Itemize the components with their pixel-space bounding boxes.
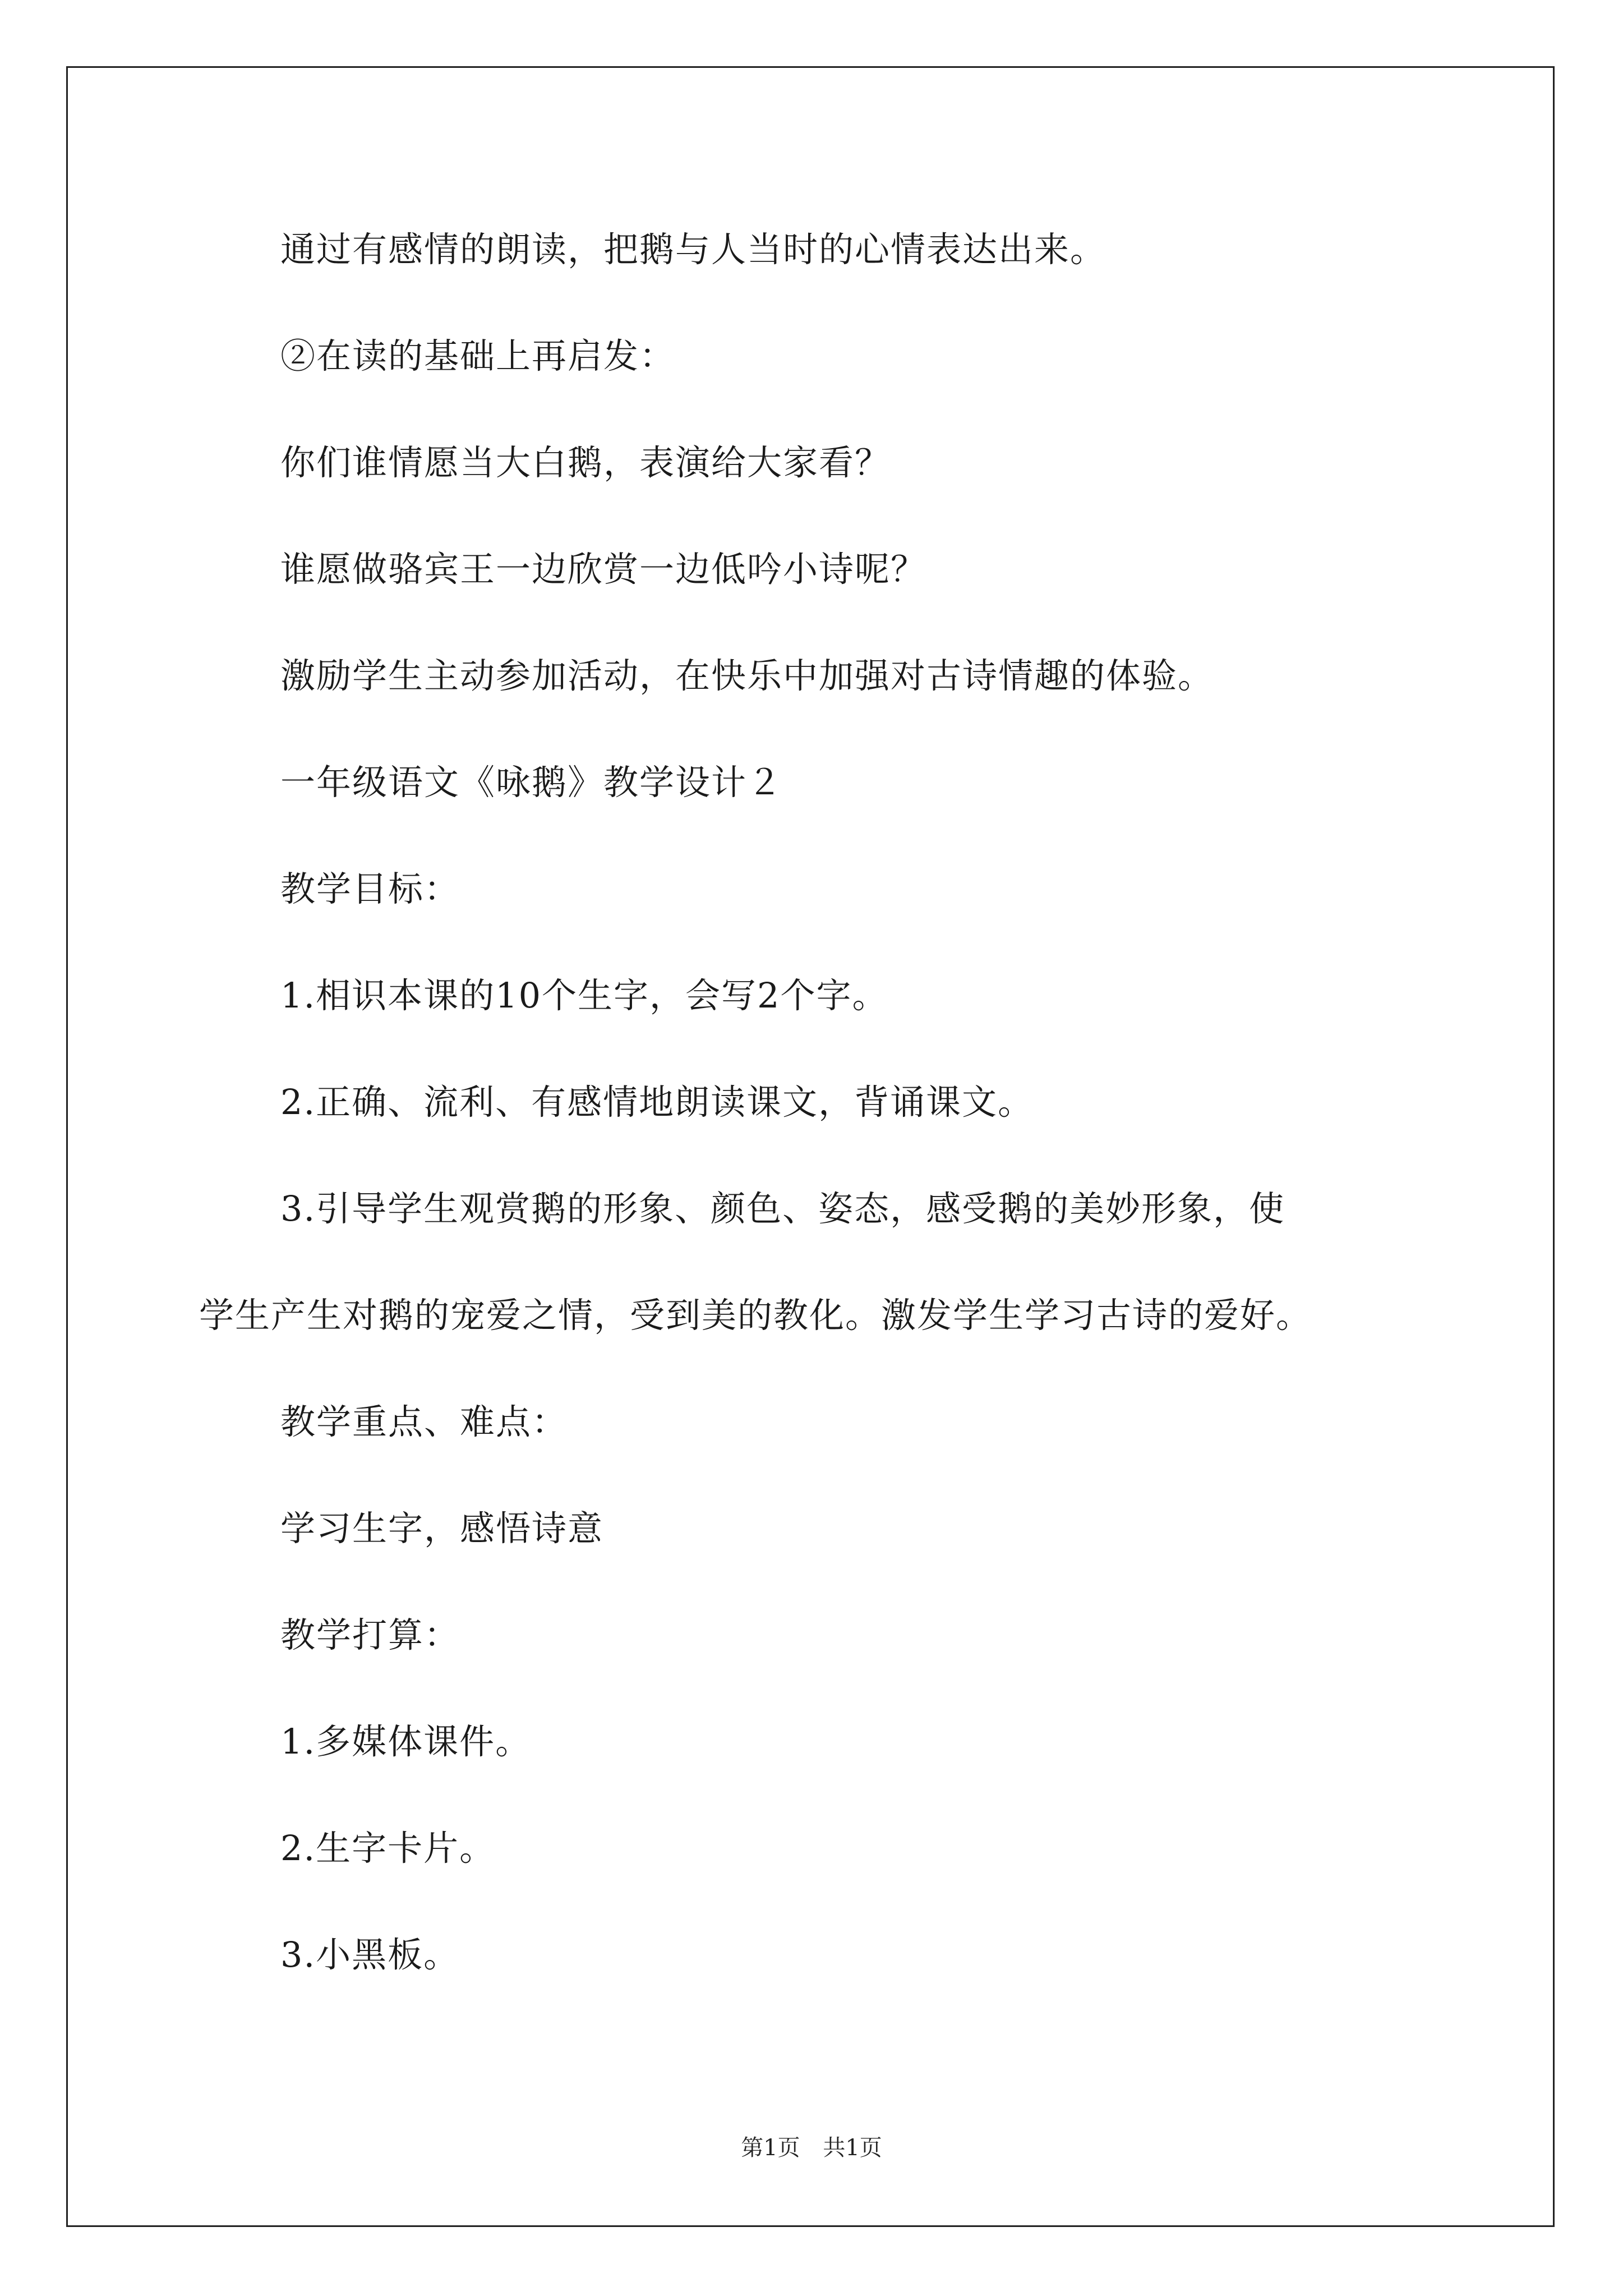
paragraph: 教学目标： (280, 868, 460, 909)
paragraph: 你们谁情愿当大白鹅，表演给大家看？ (280, 442, 891, 483)
list-item: 1.多媒体课件。 (280, 1721, 532, 1762)
paragraph: 激励学生主动参加活动，在快乐中加强对古诗情趣的体验。 (280, 655, 1214, 696)
list-item: 2.正确、流利、有感情地朗读课文，背诵课文。 (280, 1082, 1034, 1122)
list-item: 3.小黑板。 (280, 1934, 460, 1975)
paragraph: 教学重点、难点： (280, 1401, 568, 1442)
page-total: 共1页 (823, 2135, 882, 2161)
page-footer (0, 2134, 1623, 2162)
list-item-continuation: 学生产生对鹅的宠爱之情，受到美的教化。激发学生学习古诗的爱好。 (199, 1295, 1312, 1336)
list-item: 3.引导学生观赏鹅的形象、颜色、姿态，感受鹅的美妙形象，使 (280, 1188, 1285, 1229)
list-item: 2.生字卡片。 (280, 1828, 496, 1869)
paragraph: ②在读的基础上再启发： (280, 335, 676, 376)
paragraph: 教学打算： (280, 1614, 460, 1655)
section-heading: 一年级语文《咏鹅》教学设计２ (280, 762, 783, 803)
paragraph: 学习生字，感悟诗意 (280, 1508, 604, 1549)
page-frame (66, 66, 1555, 2227)
paragraph: 谁愿做骆宾王一边欣赏一边低吟小诗呢？ (280, 549, 927, 590)
paragraph: 通过有感情的朗读，把鹅与人当时的心情表达出来。 (280, 229, 1106, 270)
page-number: 第1页 (741, 2135, 800, 2161)
list-item: 1.相识本课的10个生字，会写2个字。 (280, 975, 888, 1016)
